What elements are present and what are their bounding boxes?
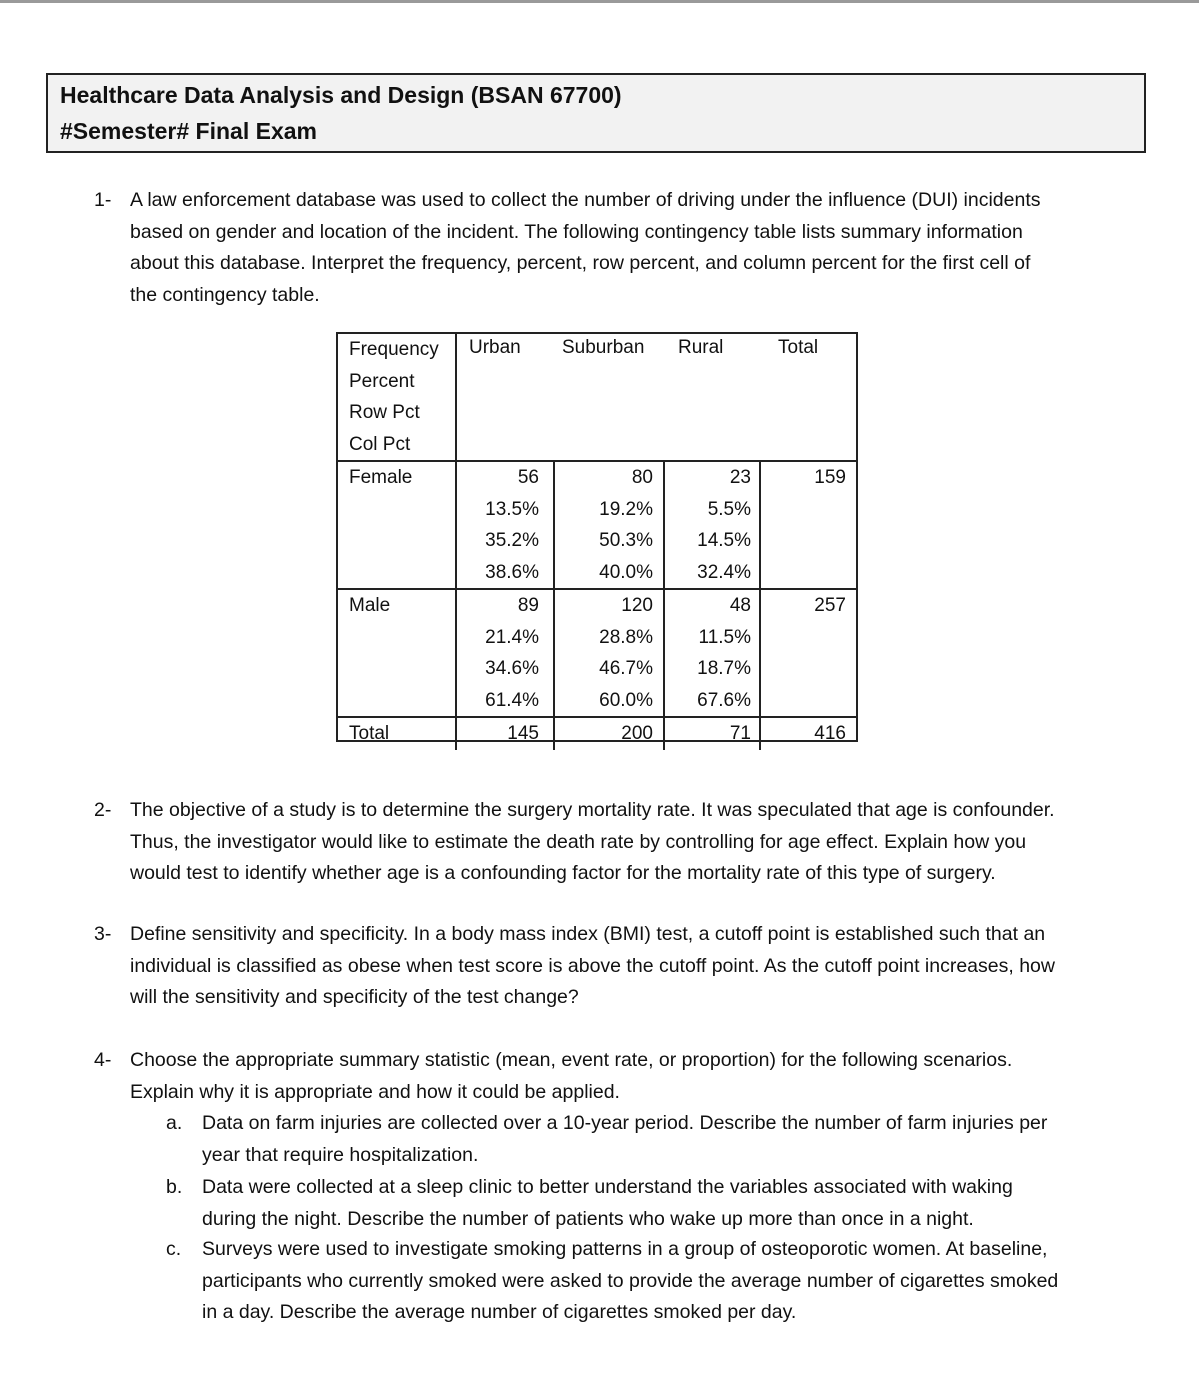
cell-value: 120 xyxy=(621,595,653,616)
cell-value: 61.4% xyxy=(485,689,539,711)
cell-value: 11.5% xyxy=(698,626,751,648)
row-label-male: Male xyxy=(349,595,391,616)
question-line: the contingency table. xyxy=(130,283,320,306)
subitem-line: Data were collected at a sleep clinic to better understand the variables associated with waking xyxy=(202,1176,1013,1198)
cell-value: 34.6% xyxy=(485,658,539,679)
subitem-line: Surveys were used to investigate smoking patterns in a group of osteoporotic women. At baseline, xyxy=(202,1238,1048,1260)
question-number: 1- xyxy=(94,189,112,211)
subitem-line: participants who currently smoked were asked to provide the average number of cigarettes smoked xyxy=(202,1269,1059,1292)
cell-value: 21.4% xyxy=(485,626,539,648)
cell-value: 19.2% xyxy=(599,498,653,520)
row-total-male: 257 xyxy=(814,595,846,616)
question-line: The objective of a study is to determine the surgery mortality rate. It was speculated that age is confounder. xyxy=(130,799,1055,821)
cell-value: 32.4% xyxy=(697,561,751,583)
total-rural: 71 xyxy=(729,723,751,744)
cell-value: 48 xyxy=(729,595,751,616)
column-header-urban: Urban xyxy=(469,337,521,358)
table-row-male xyxy=(336,589,856,717)
question-number: 3- xyxy=(94,923,112,945)
cell-value: 13.5% xyxy=(485,498,539,520)
cell-value: 60.0% xyxy=(599,689,653,711)
contingency-table xyxy=(336,332,856,750)
page-top-rule xyxy=(0,0,1199,3)
row-label-total: Total xyxy=(349,723,390,744)
question-line: Explain why it is appropriate and how it could be applied. xyxy=(130,1080,620,1103)
legend-percent: Percent xyxy=(349,370,415,392)
subitem-line: in a day. Describe the average number of cigarettes smoked per day. xyxy=(202,1301,797,1323)
subitem-letter: c. xyxy=(166,1238,182,1260)
total-suburban: 200 xyxy=(621,723,653,744)
row-label-female: Female xyxy=(349,467,413,488)
cell-value: 28.8% xyxy=(599,626,653,648)
table-row-total xyxy=(336,717,856,750)
cell-value: 56 xyxy=(517,467,539,488)
legend-frequency: Frequency xyxy=(349,339,439,360)
subitem-line: during the night. Describe the number of patients who wake up more than once in a night. xyxy=(202,1207,974,1230)
question-line: would test to identify whether age is a confounding factor for the mortality rate of this type of surgery. xyxy=(130,862,996,884)
cell-value: 67.6% xyxy=(697,689,751,711)
cell-value: 18.7% xyxy=(697,658,751,679)
column-header-suburban: Suburban xyxy=(562,337,645,358)
subitem-letter: a. xyxy=(166,1112,183,1134)
cell-value: 46.7% xyxy=(599,658,653,679)
cell-value: 80 xyxy=(631,467,653,488)
question-number: 4- xyxy=(94,1049,112,1071)
cell-value: 38.6% xyxy=(485,561,539,583)
column-header-total: Total xyxy=(778,337,819,358)
question-line: about this database. Interpret the frequency, percent, row percent, and column percent for the first cell of xyxy=(130,252,1031,274)
table-header-row xyxy=(336,332,856,461)
cell-value: 50.3% xyxy=(599,530,653,551)
cell-value: 35.2% xyxy=(485,530,539,551)
question-line: Choose the appropriate summary statistic (mean, event rate, or proportion) for the following scenarios. xyxy=(130,1049,1013,1071)
subitem-letter: b. xyxy=(166,1176,183,1198)
course-title: Healthcare Data Analysis and Design (BSAN 67700) xyxy=(60,82,622,108)
question-number: 2- xyxy=(94,799,112,821)
grand-total: 416 xyxy=(814,723,846,744)
question-line: Define sensitivity and specificity. In a body mass index (BMI) test, a cutoff point is established such that an xyxy=(130,923,1046,945)
subitem-line: year that require hospitalization. xyxy=(202,1143,479,1166)
cell-value: 40.0% xyxy=(599,561,653,583)
question-line: based on gender and location of the incident. The following contingency table lists summary information xyxy=(130,220,1023,243)
exam-header xyxy=(46,73,1146,153)
table-row-female xyxy=(336,461,856,589)
total-urban: 145 xyxy=(507,723,539,744)
cell-value: 89 xyxy=(517,595,539,616)
cell-value: 5.5% xyxy=(707,498,751,520)
subitem-line: Data on farm injuries are collected over a 10-year period. Describe the number of farm injuries per xyxy=(202,1112,1048,1134)
legend-col-pct: Col Pct xyxy=(349,433,411,455)
question-line: A law enforcement database was used to collect the number of driving under the influence (DUI) incidents xyxy=(130,189,1041,211)
cell-value: 14.5% xyxy=(697,530,751,551)
question-line: will the sensitivity and specificity of the test change? xyxy=(130,986,579,1008)
question-line: Thus, the investigator would like to estimate the death rate by controlling for age effect. Explain how you xyxy=(130,830,1027,853)
row-total-female: 159 xyxy=(814,467,846,488)
legend-row-pct: Row Pct xyxy=(349,402,420,423)
column-header-rural: Rural xyxy=(678,337,724,358)
cell-value: 23 xyxy=(729,467,751,488)
question-line: individual is classified as obese when test score is above the cutoff point. As the cutoff point increases, how xyxy=(130,954,1055,977)
exam-title: #Semester# Final Exam xyxy=(60,118,317,144)
